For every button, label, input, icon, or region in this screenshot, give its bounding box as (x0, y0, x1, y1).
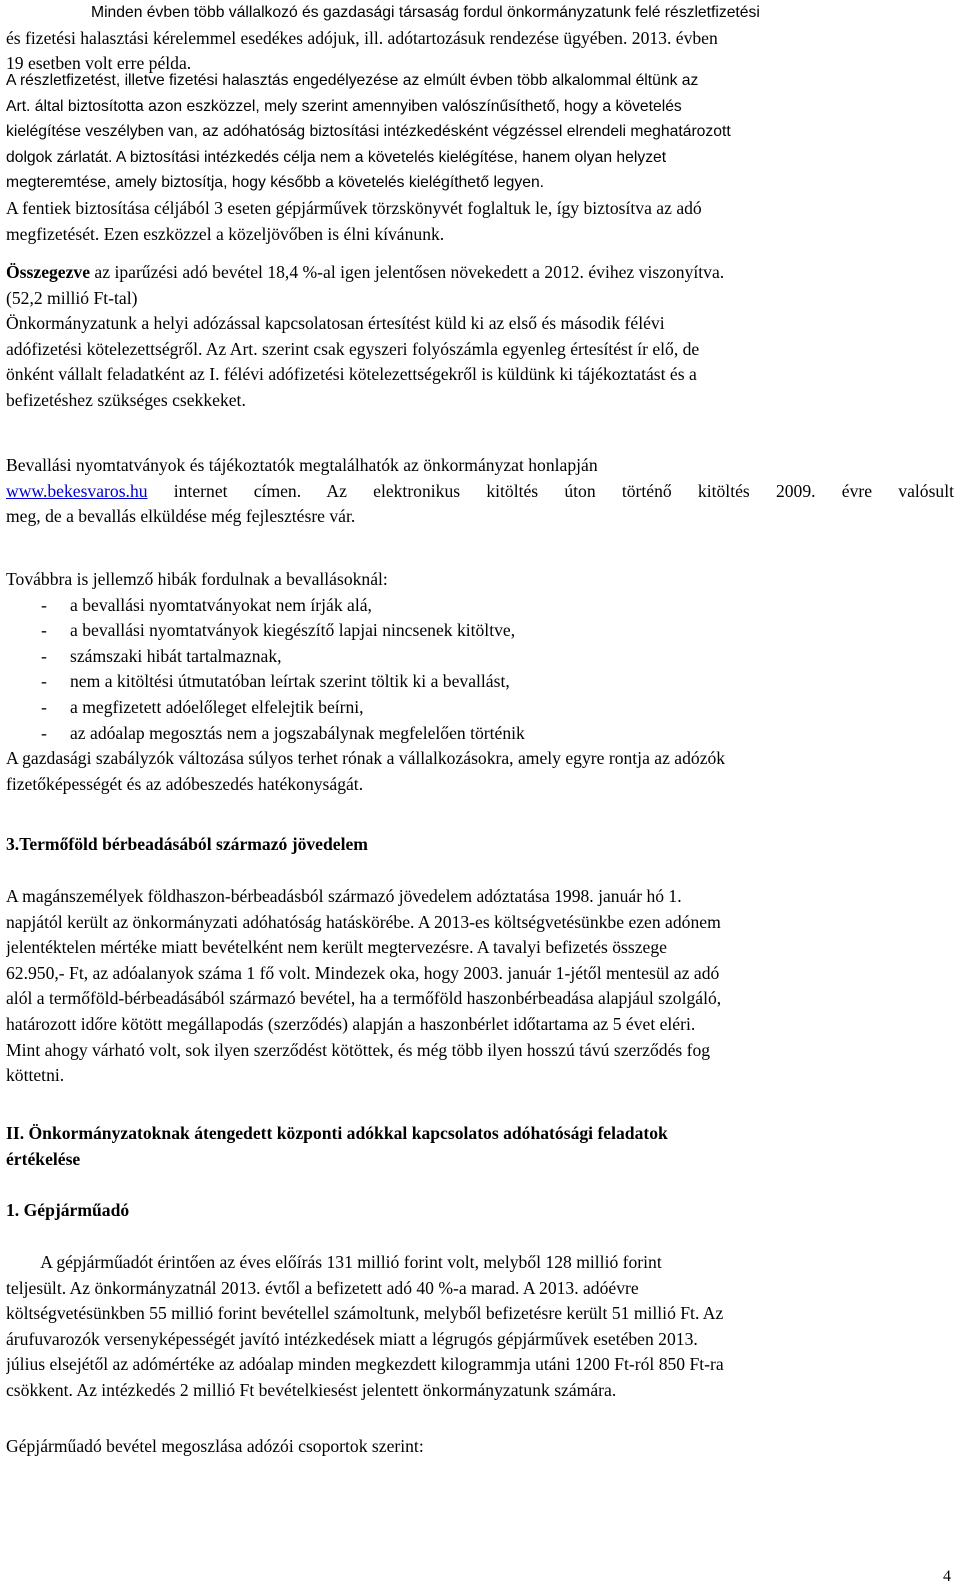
text-line: alól a termőföld-bérbeadásából származó bevétel, ha a termőföld haszonbérbeadása alapjául szolgáló, (6, 988, 722, 1009)
list-item (6, 669, 954, 695)
paragraph-vehicle-tax (6, 1250, 954, 1404)
text-line: Minden évben több vállalkozó és gazdasági társaság fordul önkormányzatunk felé részletfizetési (91, 4, 760, 21)
text-line: árufuvarozók versenyképességét javító intézkedések miatt a légrugós gépjárművek esetében 2013. (6, 1328, 698, 1349)
text-line: napjától került az önkormányzati adóhatóság hatáskörébe. A 2013-es költségvetésünkbe ezen adónem (6, 911, 721, 932)
text-line: A fentiek biztosítása céljából 3 eseten gépjárművek törzskönyvét foglaltuk le, így biztosítva az adó (6, 198, 702, 218)
text-line: köttetni. (6, 1065, 65, 1086)
website-link[interactable]: www.bekesvaros.hu (6, 480, 148, 501)
text-line: fizetőképességét és az adóbeszedés hatékonyságát. (6, 773, 364, 794)
text-line: A gépjárműadót érintően az éves előírás 131 millió forint volt, melyből 128 millió forint (6, 1252, 662, 1272)
list-item-text: a bevallási nyomtatványokat nem írják alá, (70, 594, 372, 615)
section-heading-line: értékelése (6, 1148, 81, 1169)
list-item (6, 593, 954, 619)
distribution-caption (6, 1434, 954, 1460)
text-line: megteremtése, amely biztosítja, hogy később a követelés kielégíthető legyen. (6, 174, 545, 192)
text-after-link: internet címen. Az elektronikus kitöltés úton történő kitöltés 2009. évre valósult (147, 480, 954, 501)
paragraph-land-lease (6, 884, 954, 1089)
section-vehicle-tax (6, 1198, 954, 1224)
text-line: Gépjárműadó bevétel megoszlása adózói csoportok szerint: (6, 1436, 424, 1456)
section-heading: 1. Gépjárműadó (6, 1200, 130, 1220)
text-line: A magánszemélyek földhaszon-bérbeadásból származó jövedelem adóztatása 1998. január hó 1. (6, 886, 682, 906)
errors-section (6, 567, 954, 797)
dash-bullet: - (41, 620, 47, 641)
text-line: meg, de a bevallás elküldése még fejlesztésre vár. (6, 506, 356, 527)
list-item-text: számszaki hibát tartalmaznak, (70, 645, 282, 666)
summary-bold-label: Összegezve (6, 262, 91, 282)
list-item-text: nem a kitöltési útmutatóban leírtak szerint töltik ki a bevallást, (70, 671, 510, 692)
section-land-lease (6, 832, 954, 858)
text-line: jelentéktelen mértéke miatt bevételként nem került megtervezésre. A tavalyi befizetés összege (6, 937, 667, 958)
page-number: 4 (943, 1568, 951, 1585)
text-line: Mint ahogy várható volt, sok ilyen szerződést kötöttek, és még több ilyen hosszú távú szerződés fog (6, 1039, 711, 1060)
section-II-heading (6, 1121, 954, 1172)
dash-bullet: - (41, 722, 47, 743)
paragraph-forms (6, 453, 954, 530)
section-heading-line: II. Önkormányzatoknak átengedett központi adókkal kapcsolatos adóhatósági feladatok (6, 1123, 668, 1143)
text-line: július elsejétől az adómértéke az adóalap minden megkezdett kilogrammja utáni 1200 Ft-ról 850 Ft-ra (6, 1354, 724, 1375)
paragraph-vehicle-seizure (6, 196, 954, 247)
text-line-with-link (6, 479, 954, 505)
section-heading: 3.Termőföld bérbeadásából származó jövedelem (6, 834, 368, 854)
list-item (6, 721, 954, 747)
text-line: teljesült. Az önkormányzatnál 2013. évtől a befizetett adó 40 %-a marad. A 2013. adóévre (6, 1277, 639, 1298)
list-item-text: a bevallási nyomtatványok kiegészítő lapjai nincsenek kitöltve, (70, 620, 516, 641)
text-line: megfizetését. Ezen eszközzel a közeljövőben is élni kívánunk. (6, 223, 445, 244)
paragraph-security-measures (6, 68, 954, 196)
summary-first-line (6, 260, 954, 286)
list-item (6, 644, 954, 670)
dash-bullet: - (41, 594, 47, 615)
text-line: dolgok zárlatát. A biztosítási intézkedés célja nem a követelés kielégítése, hanem olyan helyzet (6, 148, 667, 166)
text-line: csökkent. Az intézkedés 2 millió Ft bevételkiesést jelentett önkormányzatunk számára. (6, 1379, 617, 1400)
text-line: (52,2 millió Ft-tal) (6, 287, 138, 308)
text-line: Bevallási nyomtatványok és tájékoztatók megtalálhatók az önkormányzat honlapján (6, 455, 598, 475)
text-line: A gazdasági szabályzók változása súlyos terhet rónak a vállalkozásokra, amely egyre rontja az adózók (6, 748, 726, 769)
text-line: önként vállalt feladatként az I. félévi adófizetési kötelezettségekről is küldünk ki tájékoztatást és a (6, 364, 697, 385)
list-item-text: a megfizetett adóelőleget elfelejtik beírni, (70, 696, 364, 717)
text-line: 19 esetben volt erre példa. (6, 53, 192, 74)
text-line: költségvetésünkben 55 millió forint bevétellel számoltunk, melyből befizetésre került 51 millió Ft. Az (6, 1303, 724, 1324)
dash-bullet: - (41, 696, 47, 717)
text-line: Art. által biztosította azon eszközzel, mely szerint amennyiben valószínűsíthető, hogy a követelés (6, 97, 682, 115)
summary-text: az iparűzési adó bevétel 18,4 %-al igen jelentősen növekedett a 2012. évihez viszonyítva. (90, 262, 725, 282)
text-line: és fizetési halasztási kérelemmel esedékes adójuk, ill. adótartozásuk rendezése ügyében. 2013. évben (6, 27, 718, 48)
errors-intro: Továbbra is jellemző hibák fordulnak a bevallásoknál: (6, 569, 388, 589)
text-line: befizetéshez szükséges csekkeket. (6, 389, 246, 410)
text-line: határozott időre kötött megállapodás (szerződés) alapján a haszonbérlet időtartama az 5 évet eléri. (6, 1013, 696, 1034)
list-item (6, 618, 954, 644)
list-item-text: az adóalap megosztás nem a jogszabálynak megfelelően történik (70, 722, 525, 743)
list-item (6, 695, 954, 721)
text-line: A részletfizetést, illetve fizetési halasztás engedélyezése az elmúlt évben több alkalommal éltünk az (6, 72, 699, 89)
text-line: adófizetési kötelezettségről. Az Art. szerint csak egyszeri folyószámla egyenleg értesítést ír elő, de (6, 338, 700, 359)
text-line: 62.950,- Ft, az adóalanyok száma 1 fő volt. Mindezek oka, hogy 2003. január 1-jétől mentesül az adó (6, 962, 720, 983)
dash-bullet: - (41, 671, 47, 692)
dash-bullet: - (41, 645, 47, 666)
text-line: Önkormányzatunk a helyi adózással kapcsolatosan értesítést küld ki az első és második félévi (6, 313, 665, 334)
text-line: kielégítése veszélyben van, az adóhatóság biztosítási intézkedésként végzéssel elrendeli meghatározott (6, 123, 731, 141)
paragraph-installments (6, 0, 954, 77)
paragraph-summary (6, 260, 954, 414)
